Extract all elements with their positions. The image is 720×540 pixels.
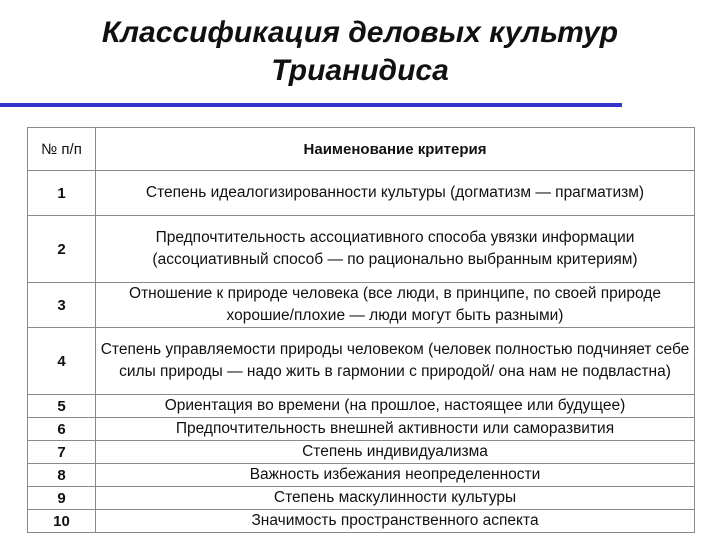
criterion-name: Важность избежания неопределенности [96,464,695,487]
column-header-criterion: Наименование критерия [96,128,695,171]
criteria-table [27,127,695,533]
row-number: 6 [28,418,96,441]
criterion-name: Степень маскулинности культуры [96,487,695,510]
row-number: 3 [28,283,96,328]
row-number: 7 [28,441,96,464]
table-row [28,464,695,487]
slide-title [0,14,720,90]
table-row [28,487,695,510]
table-row [28,418,695,441]
criterion-name: Предпочтительность ассоциативного способа увязки информации (ассоциативный способ — по рационально выбранным критериям) [96,216,695,283]
table-row [28,216,695,283]
row-number: 5 [28,395,96,418]
table-row [28,328,695,395]
table-row [28,171,695,216]
criterion-name: Степень идеалогизированности культуры (догматизм — прагматизм) [96,171,695,216]
row-number: 4 [28,328,96,395]
criterion-name: Степень управляемости природы человеком (человек полностью подчиняет себе силы природы — надо жить в гармонии с природой/ она нам не подвластна) [96,328,695,395]
title-underline [0,103,622,107]
table-row [28,510,695,533]
table-header-row [28,128,695,171]
table-row [28,283,695,328]
row-number: 9 [28,487,96,510]
row-number: 8 [28,464,96,487]
column-header-number: № п/п [28,128,96,171]
criterion-name: Ориентация во времени (на прошлое, настоящее или будущее) [96,395,695,418]
table-row [28,441,695,464]
criterion-name: Значимость пространственного аспекта [96,510,695,533]
slide-title-line-2: Трианидиса [271,54,449,87]
criterion-name: Предпочтительность внешней активности или саморазвития [96,418,695,441]
criterion-name: Степень индивидуализма [96,441,695,464]
row-number: 2 [28,216,96,283]
slide-title-line-1: Классификация деловых культур [101,16,619,49]
criterion-name: Отношение к природе человека (все люди, в принципе, по своей природе хорошие/плохие — люди могут быть разными) [96,283,695,328]
row-number: 1 [28,171,96,216]
row-number: 10 [28,510,96,533]
table-row [28,395,695,418]
criteria-table-container [27,127,694,533]
